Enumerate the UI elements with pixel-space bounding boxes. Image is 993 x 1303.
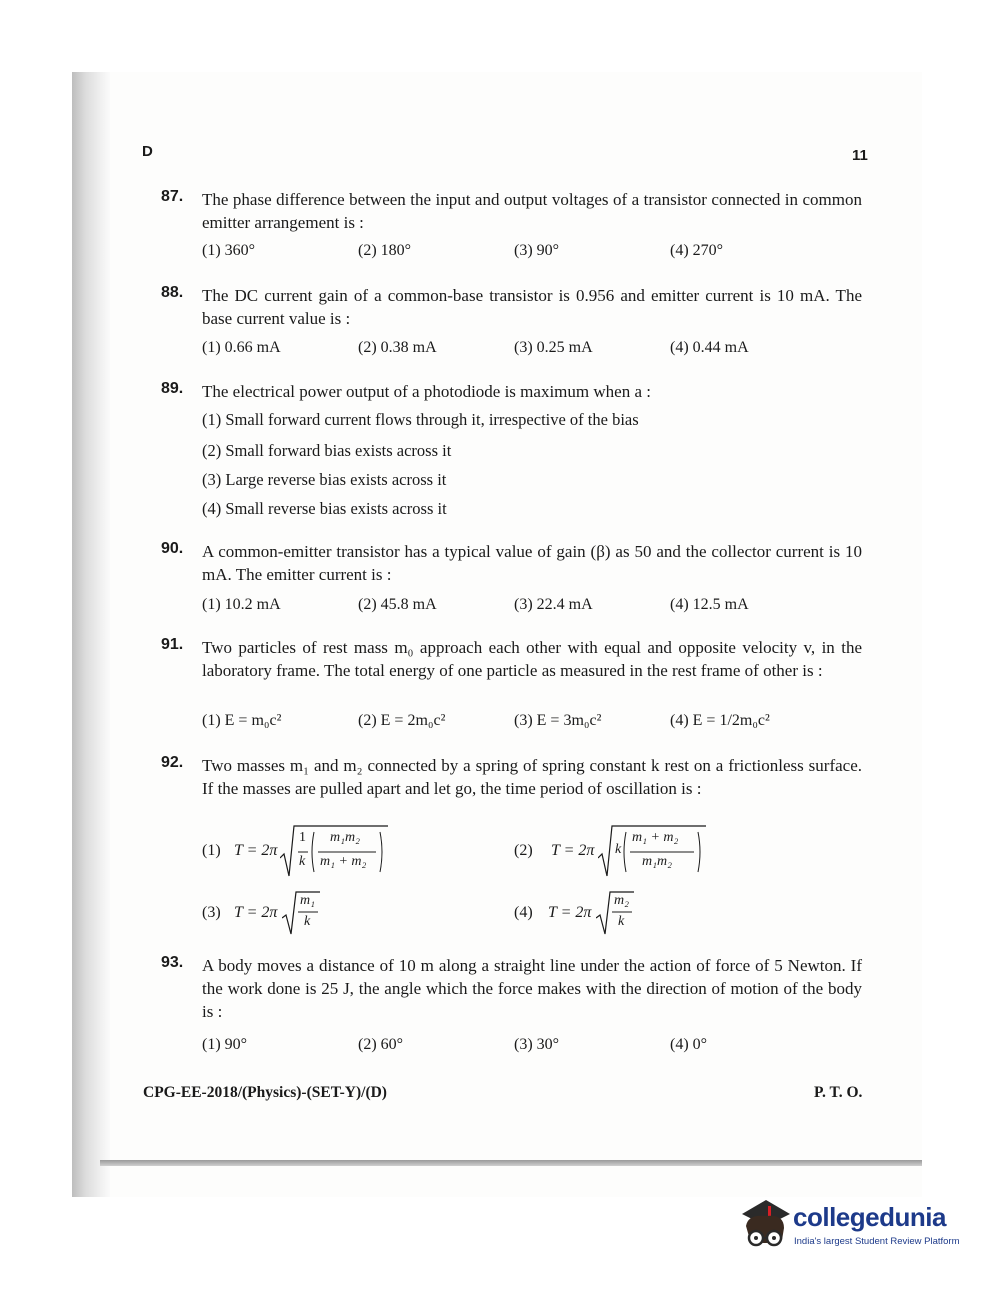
option-4: (4) 0.44 mA: [670, 339, 749, 356]
option-1: (1) E = m₀c²: [202, 712, 282, 729]
pto-marker: P. T. O.: [814, 1084, 863, 1101]
question-number: 90.: [161, 540, 184, 557]
formula-lhs: T = 2π: [234, 842, 278, 859]
options-row: [202, 1036, 862, 1060]
set-code: D: [142, 143, 153, 160]
options-row: [202, 712, 862, 736]
option-2: (2) 180°: [358, 242, 412, 259]
option-4: (4) 270°: [670, 242, 724, 259]
question-93: [161, 954, 861, 1064]
logo-tagline: India's largest Student Review Platform: [794, 1236, 960, 1247]
question-number: 92.: [161, 754, 184, 771]
numerator: m₂: [614, 893, 629, 908]
option-4-label: (4): [514, 904, 533, 921]
option-3: (3) Large reverse bias exists across it: [202, 470, 447, 489]
question-number: 88.: [161, 284, 184, 301]
option-4: (4) E = 1/2m₀c²: [670, 712, 770, 729]
option-4: (4) Small reverse bias exists across it: [202, 499, 447, 518]
option-4: (4) 0°: [670, 1036, 708, 1053]
option-2: (2) E = 2m₀c²: [358, 712, 446, 729]
question-92: [161, 754, 861, 939]
logo-name: collegedunia: [793, 1202, 946, 1232]
option-2-formula: [514, 824, 714, 880]
question-number: 89.: [161, 380, 184, 397]
option-3-formula: [202, 890, 362, 938]
option-3-label: (3): [202, 904, 221, 921]
paper-code: CPG-EE-2018/(Physics)-(SET-Y)/(D): [143, 1084, 387, 1101]
option-1: (1) 90°: [202, 1036, 248, 1053]
numerator: m₁: [300, 893, 315, 908]
options-row: [202, 339, 862, 363]
option-4: (4) 12.5 mA: [670, 596, 749, 613]
page-bottom-edge: [100, 1160, 922, 1166]
k: k: [615, 842, 622, 857]
question-90: [161, 540, 861, 620]
collegedunia-logo[interactable]: [736, 1196, 968, 1258]
option-2: (2) 45.8 mA: [358, 596, 437, 613]
question-88: [161, 284, 861, 364]
question-text: Two particles of rest mass m₀ approach each other with equal and opposite velocity v, in the laboratory frame. The total energy of one particle as measured in the rest frame of other is :: [202, 638, 862, 680]
option-2-label: (2): [514, 842, 533, 859]
one: 1: [299, 830, 306, 845]
denominator: k: [618, 914, 625, 929]
option-1: (1) 10.2 mA: [202, 596, 281, 613]
question-number: 87.: [161, 188, 184, 205]
option-3: (3) 90°: [514, 242, 560, 259]
option-1-label: (1): [202, 842, 221, 859]
page-binding-shadow: [72, 72, 110, 1197]
question-87: [161, 188, 861, 268]
page-number: 11: [852, 147, 868, 164]
formula-lhs: T = 2π: [551, 842, 595, 859]
k: k: [299, 854, 306, 869]
denominator: m₁ + m₂: [320, 854, 367, 869]
mascot-icon: [736, 1196, 792, 1258]
formula-lhs: T = 2π: [234, 904, 278, 921]
denominator: m₁m₂: [642, 854, 672, 869]
option-2: (2) 60°: [358, 1036, 404, 1053]
question-91: [161, 636, 861, 736]
option-3: (3) 22.4 mA: [514, 596, 593, 613]
denominator: k: [304, 914, 311, 929]
numerator: m₁m₂: [330, 830, 360, 845]
question-number: 91.: [161, 636, 184, 653]
option-3: (3) E = 3m₀c²: [514, 712, 602, 729]
option-2: (2) Small forward bias exists across it: [202, 441, 452, 460]
question-text: The electrical power output of a photodiode is maximum when a :: [202, 382, 651, 401]
question-89: [161, 380, 861, 520]
formula-lhs: T = 2π: [548, 904, 592, 921]
option-4-formula: [514, 890, 674, 938]
numerator: m₁ + m₂: [632, 830, 679, 845]
question-number: 93.: [161, 954, 184, 971]
option-1: (1) 360°: [202, 242, 256, 259]
option-1-formula: [202, 824, 402, 880]
option-1: (1) 0.66 mA: [202, 339, 281, 356]
option-3: (3) 0.25 mA: [514, 339, 593, 356]
option-3: (3) 30°: [514, 1036, 560, 1053]
options-row: [202, 596, 862, 620]
question-text: The phase difference between the input and output voltages of a transistor connected in common emitter arrangement is :: [202, 190, 862, 232]
option-1: (1) Small forward current flows through it, irrespective of the bias: [202, 410, 639, 429]
question-text: Two masses m₁ and m₂ connected by a spring of spring constant k rest on a frictionless surface. If the masses are pulled apart and let go, the time period of oscillation is :: [202, 756, 862, 798]
question-text: A common-emitter transistor has a typical value of gain (β) as 50 and the collector current is 10 mA. The emitter current is :: [202, 542, 862, 584]
option-2: (2) 0.38 mA: [358, 339, 437, 356]
question-text: The DC current gain of a common-base transistor is 0.956 and emitter current is 10 mA. The base current value is :: [202, 286, 862, 328]
question-text: A body moves a distance of 10 m along a straight line under the action of force of 5 Newton. If the work done is 25 J, the angle which the force makes with the direction of motion of the body is :: [202, 956, 862, 1021]
options-row: [202, 242, 862, 266]
